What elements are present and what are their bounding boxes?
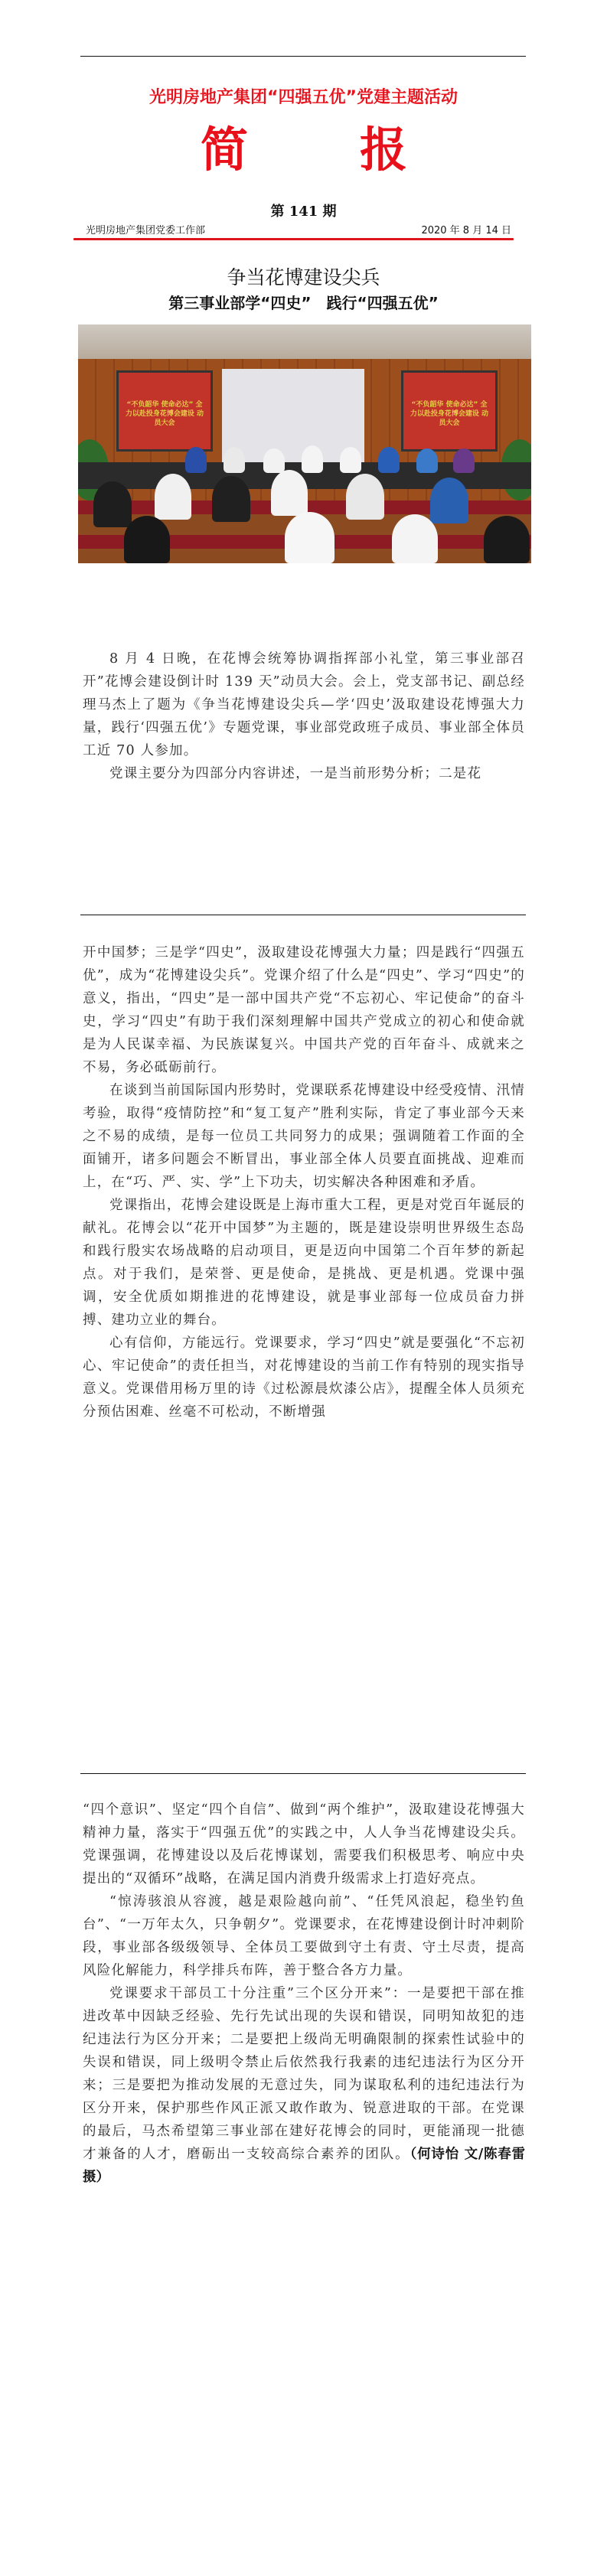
photo-audience-member (346, 474, 384, 520)
paragraph-text: 党课要求干部员工十分注重”三个区分开来”：一是要把干部在推进改革中因缺乏经验、先行先试出现的失误和错误，同明知故犯的违纪违法行为区分开来；二是要把上级尚无明确限制的探索性试验中的失误和错误，同上级明令禁止后依然我行我素的违纪违法行为区分开来；三是要把为推动发展的无意过失，同为谋取私利的违纪违法行为区分开来，保护那些作风正派又敢作敢为、锐意进取的干部。在党课的最后，马杰希望第三事业部在建好花博会的同时，更能涌现一批德才兼备的人才，磨砺出一支较高综合素养的团队。 (83, 1986, 525, 2162)
article-body-page-2 (83, 941, 525, 1423)
publish-date: 2020 年 8 月 14 日 (421, 225, 511, 236)
paragraph: 心有信仰，方能远行。党课要求，学习“四史”就是要强化“不忘初心、牢记使命”的责任担当，对花博建设的当前工作有特别的现实指导意义。党课借用杨万里的诗《过松源晨炊漆公店》，提醒全体人员须充分预估困难、丝毫不可松动，不断增强 (83, 1335, 525, 1420)
photo-person (263, 448, 285, 473)
photo-audience-member (212, 476, 250, 522)
page-break-rule (80, 1773, 526, 1774)
paragraph: 在谈到当前国际国内形势时，党课联系花博建设中经受疫情、汛情考验，取得“疫情防控”和“复工复产”胜利实际，肯定了事业部今天来之不易的成绩，是每一位员工共同努力的成果；强调随着工作面的全面铺开，诸多问题会不断冒出，事业部全体人员要直面挑战、迎难而上，在“巧、严、实、学”上下功夫，切实解决各种困难和矛盾。 (83, 1083, 525, 1190)
photo-audience-member (285, 512, 335, 563)
photo-audience-member (124, 516, 170, 563)
photo-left-screen-text: “不负韶华 使命必达” 全力以赴投身花博会建设 动员大会 (125, 401, 204, 427)
page-top-rule (80, 56, 526, 57)
photo-right-screen-text: “不负韶华 使命必达” 全力以赴投身花博会建设 动员大会 (410, 401, 489, 427)
photo-person (416, 448, 438, 473)
meeting-photo (78, 324, 531, 563)
photo-right-projection-screen (401, 370, 498, 452)
photo-audience-member (484, 516, 530, 563)
article-credit: （何诗怡 文/陈春雷 摄） (83, 2147, 525, 2185)
paragraph: 开中国梦；三是学“四史”，汲取建设花博强大力量；四是践行“四强五优”，成为“花博建设尖兵”。党课介绍了什么是“四史”、学习“四史”的意义，指出，“四史”是一部中国共产党“不忘初心、牢记使命”的奋斗史，学习“四史”有助于我们深刻理解中国共产党成立的初心和使命就是为人民谋幸福、为民族谋复兴。中国共产党的百年奋斗、成就来之不易，务必砥砺前行。 (83, 945, 525, 1075)
photo-audience-member (430, 478, 468, 523)
paragraph (83, 1982, 525, 2189)
photo-left-projection-screen (116, 370, 213, 452)
photo-person (302, 445, 323, 473)
issue-number: 第 141 期 (270, 204, 337, 220)
paragraph: “惊涛骇浪从容渡，越是艰险越向前”、“任凭风浪起，稳坐钓鱼台”、“一万年太久，只争朝夕”。党课要求，在花博建设倒计时冲刺阶段，事业部各级级领导、全体员工要做到守土有责、守土尽责，提高风险化解能力，科学排兵布阵，善于整合各方力量。 (83, 1894, 525, 1978)
photo-audience-member (155, 474, 191, 520)
paragraph: 党课指出，花博会建设既是上海市重大工程，更是对党百年诞辰的献礼。花博会以“花开中国梦”为主题的，既是建设崇明世界级生态岛和践行殷实农场战略的启动项目，更是迈向中国第二个百年梦的新起点。对于我们，是荣誉、更是使命，是挑战、更是机遇。党课中强调，安全优质如期推进的花博建设，就是事业部每一位成员奋力拼搏、建功立业的舞台。 (83, 1198, 525, 1328)
masthead-red-rule (73, 238, 514, 240)
photo-person (378, 447, 400, 473)
photo-audience-member (392, 514, 438, 563)
paragraph: 党课主要分为四部分内容讲述，一是当前形势分析；二是花 (109, 766, 482, 781)
photo-person (185, 447, 207, 473)
masthead-meta-row (86, 222, 511, 237)
article-headline: 争当花博建设尖兵 (227, 266, 380, 289)
masthead-title-char-1: 简 (201, 122, 249, 178)
paragraph: 8 月 4 日晚，在花博会统筹协调指挥部小礼堂，第三事业部召开”花博会建设倒计时 139 天”动员大会。会上，党支部书记、副总经理马杰上了题为《争当花博建设尖兵—学‘四史’汲取建设花博强大力量，践行‘四强五优’》专题党课，事业部党政班子成员、事业部全体员工近 70 人参加。 (83, 651, 525, 758)
photo-ceiling (78, 324, 531, 359)
masthead-organization-event: 光明房地产集团“四强五优”党建主题活动 (149, 88, 458, 107)
masthead-title (0, 122, 607, 178)
photo-audience-member (93, 481, 132, 527)
photo-person (453, 448, 475, 473)
article-body-page-1 (83, 647, 525, 785)
photo-person (340, 447, 361, 473)
publisher-department: 光明房地产集团党委工作部 (86, 225, 206, 236)
photo-person (224, 447, 245, 473)
masthead-title-char-2: 报 (360, 122, 408, 178)
photo-audience-member (271, 470, 308, 516)
article-subheadline: 第三事业部学“四史” 践行“四强五优” (168, 294, 439, 312)
paragraph: “四个意识”、坚定“四个自信”、做到“两个维护”，汲取建设花博强大精神力量，落实于“四强五优”的实践之中，人人争当花博建设尖兵。党课强调，花博建设以及后花博谋划，需要我们积极思考、响应中央提出的“双循环”战略，在满足国内消费升级需求上打造好亮点。 (83, 1802, 525, 1886)
article-body-page-3 (83, 1798, 525, 2189)
